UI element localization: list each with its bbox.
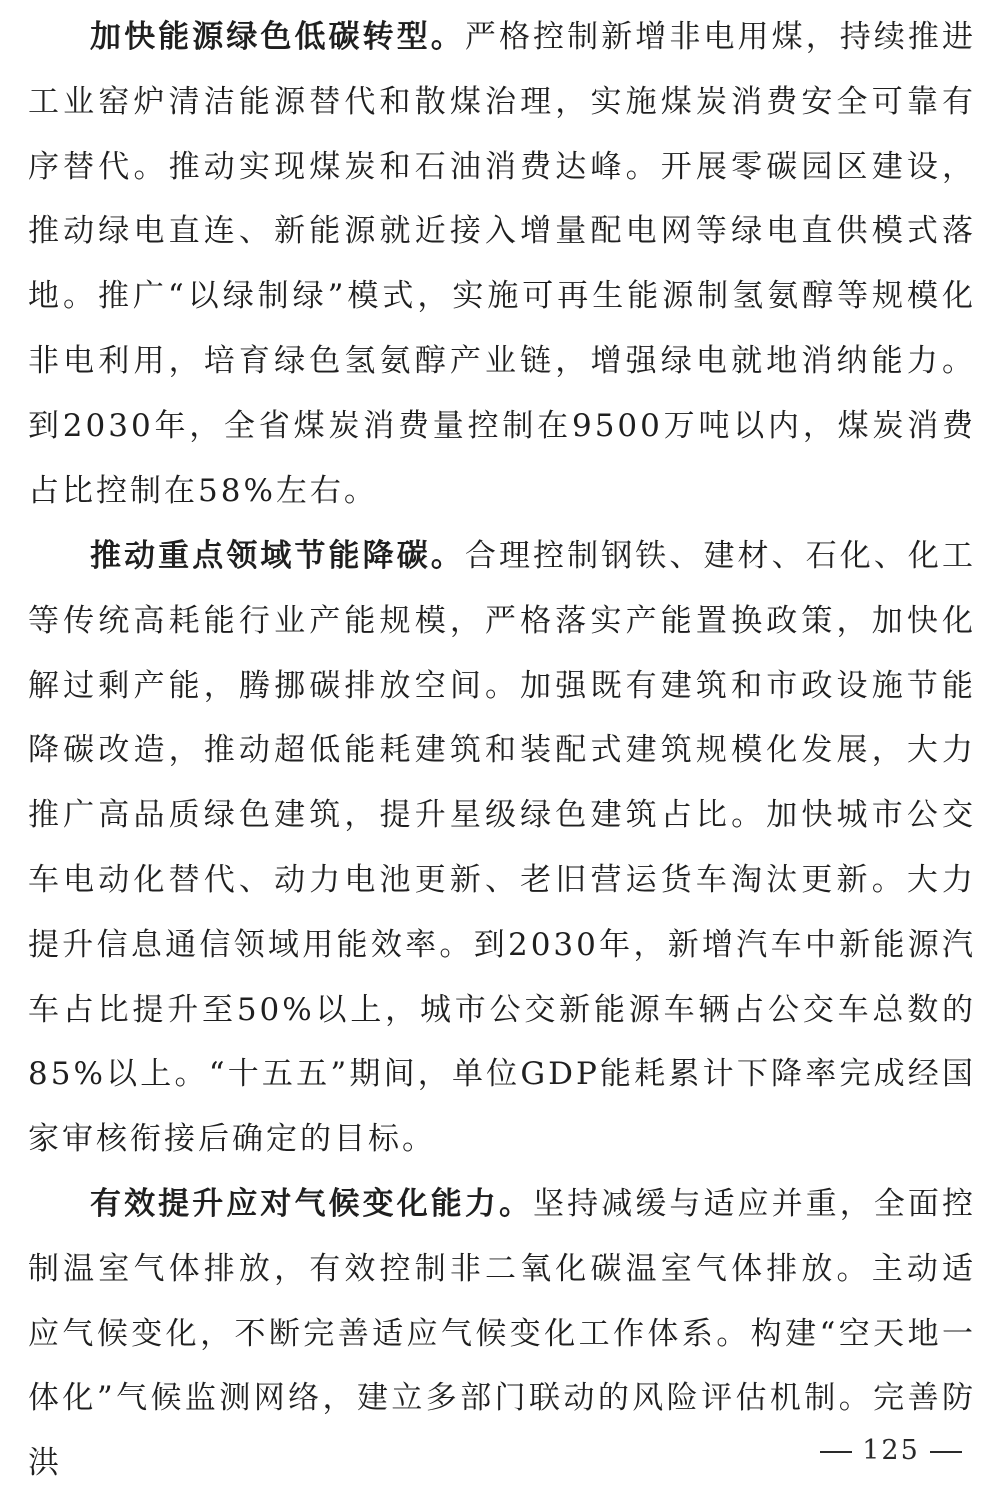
paragraph-energy-transition xyxy=(28,5,976,523)
page-number-dash-right xyxy=(930,1451,962,1453)
paragraph-energy-saving xyxy=(28,524,976,1172)
paragraph-heading: 有效提升应对气候变化能力。 xyxy=(90,1186,534,1222)
paragraph-body: 合理控制钢铁、建材、石化、化工等传统高耗能行业产能规模，严格落实产能置换政策，加快化解过剩产能，腾挪碳排放空间。加强既有建筑和市政设施节能降碳改造，推动超低能耗建筑和装配式建筑规模化发展，大力推广高品质绿色建筑，提升星级绿色建筑占比。加快城市公交车电动化替代、动力电池更新、老旧营运货车淘汰更新。大力提升信息通信领域用能效率。到2030年，新增汽车中新能源汽车占比提升至50%以上，城市公交新能源车辆占公交车总数的85%以上。“十五五”期间，单位GDP能耗累计下降率完成经国家审核衔接后确定的目标。 xyxy=(28,538,977,1158)
page-number-dash-left xyxy=(820,1451,852,1453)
page-number xyxy=(796,1426,986,1476)
document-page xyxy=(28,0,976,1492)
paragraph-heading: 推动重点领域节能降碳。 xyxy=(90,538,465,574)
paragraph-body: 坚持减缓与适应并重，全面控制温室气体排放，有效控制非二氧化碳温室气体排放。主动适应气候变化，不断完善适应气候变化工作体系。构建“空天地一体化”气候监测网络，建立多部门联动的风险评估机制。完善防洪 xyxy=(28,1186,977,1482)
page-number-value: 125 xyxy=(862,1435,920,1466)
paragraph-body: 严格控制新增非电用煤，持续推进工业窑炉清洁能源替代和散煤治理，实施煤炭消费安全可靠有序替代。推动实现煤炭和石油消费达峰。开展零碳园区建设，推动绿电直连、新能源就近接入增量配电网等绿电直供模式落地。推广“以绿制绿”模式，实施可再生能源制氢氨醇等规模化非电利用，培育绿色氢氨醇产业链，增强绿电就地消纳能力。到2030年，全省煤炭消费量控制在9500万吨以内，煤炭消费占比控制在58%左右。 xyxy=(28,19,977,509)
paragraph-heading: 加快能源绿色低碳转型。 xyxy=(90,19,465,55)
